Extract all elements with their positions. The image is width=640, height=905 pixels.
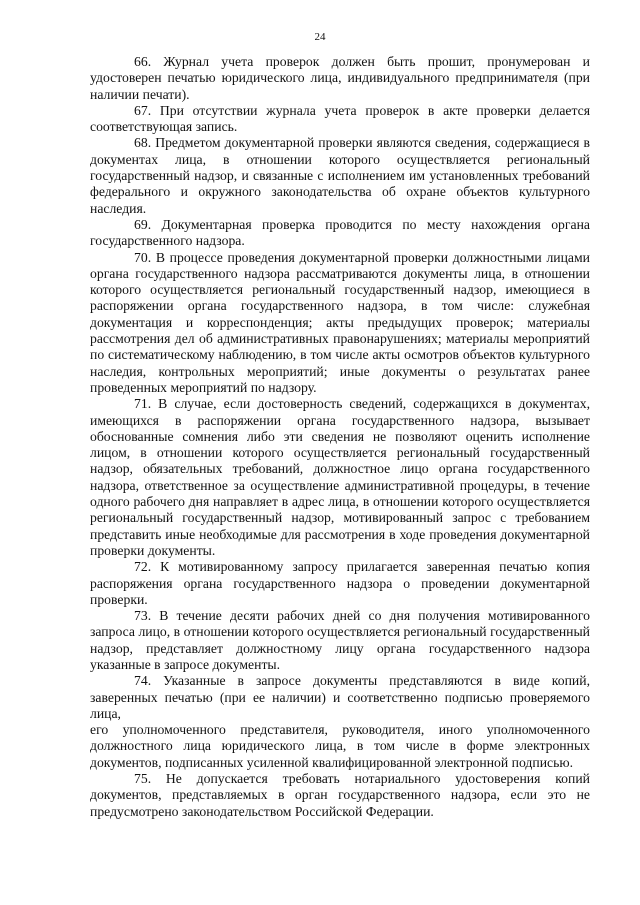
paragraph-72: 72. К мотивированному запросу прилагается заверенная печатью копия распоряжения органа государственного надзора о проведении документарной проверки. (90, 559, 590, 607)
paragraph-67: 67. При отсутствии журнала учета проверок в акте проверки делается соответствующая запись. (90, 102, 590, 135)
paragraph-74: 74. Указанные в запросе документы представляются в виде копий, заверенных печатью (при ее наличии) и соответственно подписью проверяемого лица, (90, 673, 590, 721)
document-body (90, 54, 590, 820)
paragraph-73: 73. В течение десяти рабочих дней со дня получения мотивированного запроса лицо, в отношении которого осуществляется региональный государственный надзор, представляет должностному лицу органа государственного надзора указанные в запросе документы. (90, 608, 590, 672)
paragraph-74-continuation: его уполномоченного представителя, руководителя, иного уполномоченного должностного лица юридического лица, в том числе в форме электронных документов, подписанных усиленной квалифицированной электронной подписью. (90, 722, 590, 770)
paragraph-69: 69. Документарная проверка проводится по месту нахождения органа государственного надзора. (90, 216, 590, 249)
paragraph-68: 68. Предметом документарной проверки являются сведения, содержащиеся в документах лица, в отношении которого осуществляется региональный государственный надзор, и связанные с исполнением им установленных требований федерального и окружного законодательства об охране объектов культурного наследия. (90, 135, 590, 216)
paragraph-70: 70. В процессе проведения документарной проверки должностными лицами органа государственного надзора рассматриваются документы лица, в отношении которого осуществляется региональный государственный надзор, имеющиеся в распоряжении органа государственного надзора, в том числе: служебная документация и корреспонденция; акты предыдущих проверок; материалы рассмотрения дел об административных правонарушениях; материалы мероприятий по систематическому наблюдению, в том числе акты осмотров объектов культурного наследия, контрольных мероприятий; иные документы о результатах ранее проведенных мероприятий по надзору. (90, 249, 590, 395)
paragraph-66: 66. Журнал учета проверок должен быть прошит, пронумерован и удостоверен печатью юридического лица, индивидуального предпринимателя (при наличии печати). (90, 54, 590, 102)
page-number: 24 (314, 31, 326, 43)
paragraph-71: 71. В случае, если достоверность сведений, содержащихся в документах, имеющихся в распоряжении органа государственного надзора, вызывает обоснованные сомнения либо эти сведения не позволяют оценить исполнение лицом, в отношении которого осуществляется региональный государственный надзор, обязательных требований, должностное лицо органа государственного надзора, ответственное за осуществление административной процедуры, в течение одного рабочего дня направляет в адрес лица, в отношении которого осуществляется региональный государственный надзор, мотивированный запрос с требованием представить иные необходимые для рассмотрения в ходе проведения документарной проверки документы. (90, 396, 590, 558)
paragraph-75: 75. Не допускается требовать нотариального удостоверения копий документов, представляемых в орган государственного надзора, если это не предусмотрено законодательством Российской Федерации. (90, 771, 590, 819)
